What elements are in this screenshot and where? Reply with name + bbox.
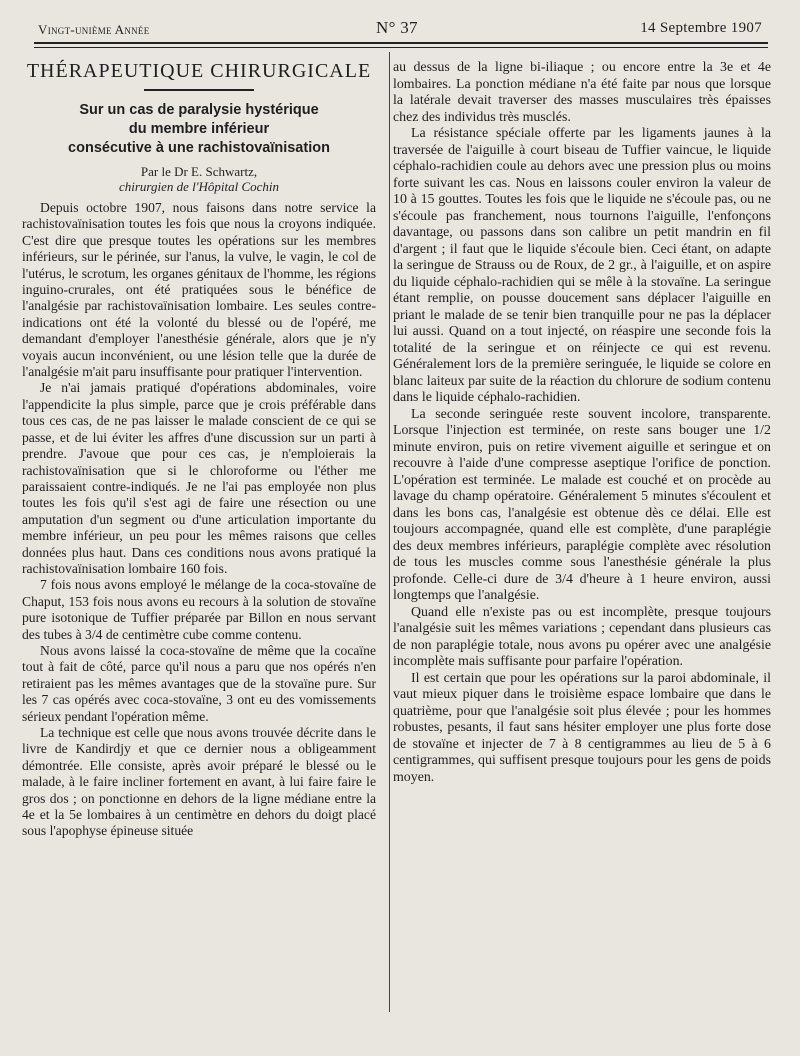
paragraph: 7 fois nous avons employé le mélange de la coca-stovaïne de Chaput, 153 fois nous avons eu recours à la solution de stovaïne pure isotonique de Tuffier préparée par Billon en nous servant des tubes à 3/4 de centimètre cube comme contenu. (22, 577, 376, 642)
paragraph: La seconde seringuée reste souvent incolore, transparente. Lorsque l'injection est terminée, on reste sans bouger une 1/2 minute environ, puis on retire vivement aiguille et seringue et on recouvre à l'aide d'une compresse aseptique l'orifice de ponction. L'opération est terminée. Le malade est couché et on procède au lavage du champ opératoire. Généralement 5 minutes s'écoulent et dans les bons cas, l'analgésie est obtenue dès ce délai. Elle est toujours accompagnée, quand elle est complète, d'une paraplégie des deux membres inférieurs, paraplégie complète avec résolution de tous les muscles comme sous l'anesthésie générale la plus profonde. Celle-ci dure de 3/4 d'heure à 1 heure environ, aussi longtemps que l'analgésie. (393, 406, 771, 603)
paragraph: Nous avons laissé la coca-stovaïne de même que la cocaïne tout à fait de côté, parce qu'il nous a paru que nos opérés n'en retiraient pas les mêmes avantages que de la stovaïne pure. Sur les 7 cas opérés avec coca-stovaïne, 3 ont eu des vomissements sérieux pendant l'opération même. (22, 642, 376, 724)
paragraph: La résistance spéciale offerte par les ligaments jaunes à la traversée de l'aiguille à court biseau de Tuffier vaincue, le liquide céphalo-rachidien coule au dehors avec une pression plus ou moins forte suivant les cas. Nous en laissons couler environ la valeur de 10 à 15 gouttes. Toutes les fois que le liquide ne s'écoule pas, ou ne s'écoule pas franchement, nous tournons l'aiguille, l'enfonçons davantage, ou passons dans son calibre un petit mandrin en fil d'argent ; il faut que le liquide s'écoule bien. Ceci étant, on adapte la seringue de Strauss ou de Roux, de 2 gr., à l'aiguille, et on aspire du liquide céphalo-rachidien qui se mêle à la stovaïne. La seringue étant remplie, on pousse doucement sans déplacer l'aiguille en priant le malade de se tenir bien tranquille pour ne pas la déplacer lui aussi. Quand on a tout injecté, on réaspire une seconde fois la totalité de la seringue et on réinjecte ce qui est revenu. Généralement lors de la première seringuée, le liquide se colore en blanc laiteux par suite de la réaction du chlorure de sodium contenu dans le liquide céphalo-rachidien. (393, 126, 771, 405)
paragraph: La technique est celle que nous avons trouvée décrite dans le livre de Kandirdjy et que ce dernier nous a obligeamment démontrée. Elle consiste, après avoir préparé le blessé ou le malade, à le faire incliner fortement en avant, à lui faire faire le gros dos ; on ponctionne en dehors de la ligne médiane entre la 4e et la 5e lombaires à un centimètre en dehors du doigt placé sous l'apophyse épineuse située (22, 725, 376, 839)
article-title-line: Sur un cas de paralysie hystérique (79, 102, 319, 118)
right-column (393, 60, 771, 786)
article-title-line: du membre inférieur (128, 121, 270, 137)
left-column (22, 60, 376, 840)
column-divider (389, 52, 390, 1012)
article-title-line: consécutive à une rachistovaïnisation (68, 140, 330, 156)
author-affiliation: chirurgien de l'Hôpital Cochin (118, 179, 280, 194)
paragraph: Je n'ai jamais pratiqué d'opérations abdominales, voire l'appendicite la plus simple, parce que je crois préférable dans tous ces cas, de ne pas laisser le malade conscient de ce qui se passe, et de lui éviter les affres d'une discussion sur un parti à prendre. J'avoue que pour ces cas, je n'emploierais la rachistovaïnisation que si le chloroforme ou l'éther me paraissaient contre-indiqués. Je ne l'ai pas employée non plus toutes les fois qu'il s'est agi de faire une résection ou une amputation d'un segment ou d'une articulation importante du membre inférieur, un peu pour les mêmes raisons que celles données plus haut. Dans ces conditions nous avons pratiqué la rachistovaïnisation lombaire 160 fois. (22, 380, 376, 576)
byline (22, 164, 376, 194)
issue-number: N° 37 (376, 18, 418, 37)
running-header (34, 18, 768, 40)
paragraph: Quand elle n'existe pas ou est incomplète, presque toujours l'analgésie suit les mêmes variations ; cependant dans plusieurs cas de non paraplégie totale, nous avons pu opérer avec une analgésie incomplète mais suffisante pour parfaire l'opération. (393, 604, 771, 669)
paragraph-continuation: au dessus de la ligne bi-iliaque ; ou encore entre la 3e et 4e lombaires. La ponction médiane n'a été faite par nous que lorsque la latérale devait traverser des masses musculaires très épaisses chez des individus très musclés. (393, 60, 771, 125)
issue-date: 14 Septembre 1907 (640, 20, 762, 36)
header-rule-thick (34, 42, 768, 44)
section-title: THÉRAPEUTIQUE CHIRURGICALE (26, 60, 372, 82)
volume-year: Vingt-unième Année (38, 22, 150, 37)
article-title (22, 101, 376, 158)
author: Par le Dr E. Schwartz, (140, 164, 258, 179)
paragraph: Depuis octobre 1907, nous faisons dans notre service la rachistovaïnisation toutes les fois que nous la croyons indiquée. C'est dire que presque toutes les opérations sur les membres inférieurs, sur le périnée, sur l'anus, la vulve, le vagin, le col de l'utérus, le scrotum, les organes génitaux de l'homme, les régions inguino-crurales, ont été pratiquées sous le bénéfice de l'analgésie par rachistovaïnisation lombaire. Les seules contre-indications ont été la volonté du blessé ou de l'opéré, me demandant d'employer l'anesthésie générale, alors que je n'y voyais aucun inconvénient, ou une lésion telle que la durée de l'analgésie m'ait paru insuffisante pour pratiquer l'intervention. (22, 200, 376, 380)
header-rule-thin (34, 47, 768, 48)
paragraph: Il est certain que pour les opérations sur la paroi abdominale, il vaut mieux piquer dans le troisième espace lombaire que dans le quatrième, pour que l'analgésie soit plus élevée ; pour les hommes robustes, pesants, il faut sans hésiter employer une plus forte dose de stovaïne et injecter de 7 à 8 centigrammes au lieu de 5 à 6 centigrammes, qui suffisent presque toujours pour les gens de poids moyen. (393, 670, 771, 785)
section-rule (144, 89, 254, 91)
